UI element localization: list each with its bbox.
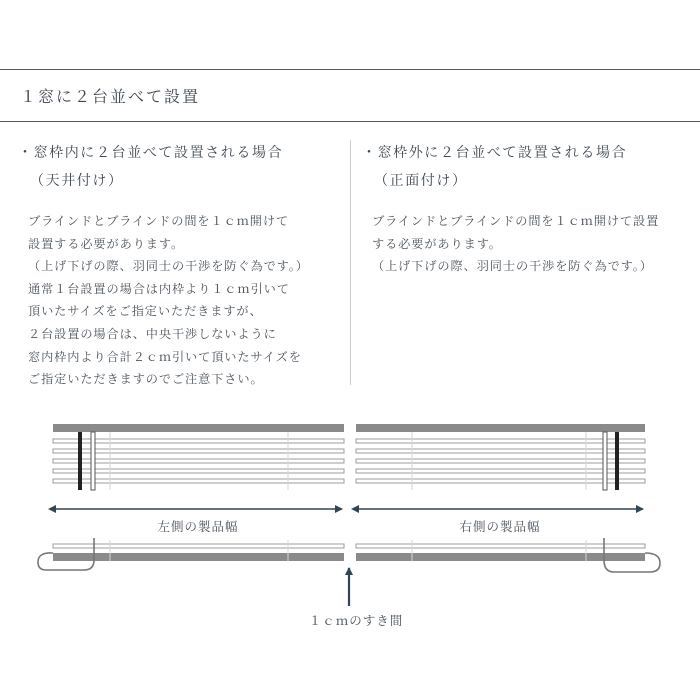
outside-frame-subheading: （正面付け） [374,173,468,189]
slat [356,449,645,453]
description-line: ブラインドとブラインドの間を１ｃｍ開けて [28,214,290,228]
head-rail-section [356,544,645,548]
slat [53,439,344,443]
head-rail [356,424,645,432]
description-line: 通常１台設置の場合は内枠より１ｃｍ引いて [28,281,290,296]
tilt-wand [91,432,95,490]
description-line: ブラインドとブラインドの間を１ｃｍ開けて設置 [372,214,660,228]
description-line: 頂いたサイズをご指定いただきますが、 [28,304,263,319]
right-width-label: 右側の製品幅 [459,519,541,534]
description-line: 設置する必要があります。 [28,236,185,251]
right-blind-top-view [356,538,660,572]
description-line: ご指定いただきますのでご注意下さい。 [28,372,264,387]
description-line: する必要があります。 [372,236,502,251]
outside-frame-heading: ・窓枠外に２台並べて設置される場合 [362,145,628,161]
tilt-wand [603,432,607,490]
slat [356,469,645,473]
slat [53,459,344,463]
slat [53,479,344,483]
bottom-rail-section [53,553,344,561]
inside-frame-subheading: （天井付け） [30,173,124,189]
head-rail-section [53,544,344,548]
slat [356,439,645,443]
right-blind-front [356,424,645,490]
description-line: 窓内枠内より合計２ｃｍ引いて頂いたサイズを [28,349,302,364]
bottom-rail-section [356,553,645,561]
left-blind-front [53,424,344,490]
slat [53,449,344,453]
pull-cord [615,432,619,490]
description-line: （上げ下げの際、羽同士の干渉を防ぐ為です。） [28,259,309,274]
gap-label: １ｃｍのすき間 [308,613,404,628]
left-blind-top-view [38,538,344,570]
section-title: １窓に２台並べて設置 [20,87,201,106]
pull-cord [78,432,82,490]
slats [356,439,645,483]
slat [356,459,645,463]
left-width-label: 左側の製品幅 [157,519,239,534]
description-line: （上げ下げの際、羽同士の干渉を防ぐ為です。） [372,259,653,274]
head-rail [53,424,344,432]
description-line: ２台設置の場合は、中央干渉しないように [28,326,277,341]
slat [356,479,645,483]
inside-frame-heading: ・窓枠内に２台並べて設置される場合 [18,145,284,161]
slats [53,439,344,483]
slat [53,469,344,473]
